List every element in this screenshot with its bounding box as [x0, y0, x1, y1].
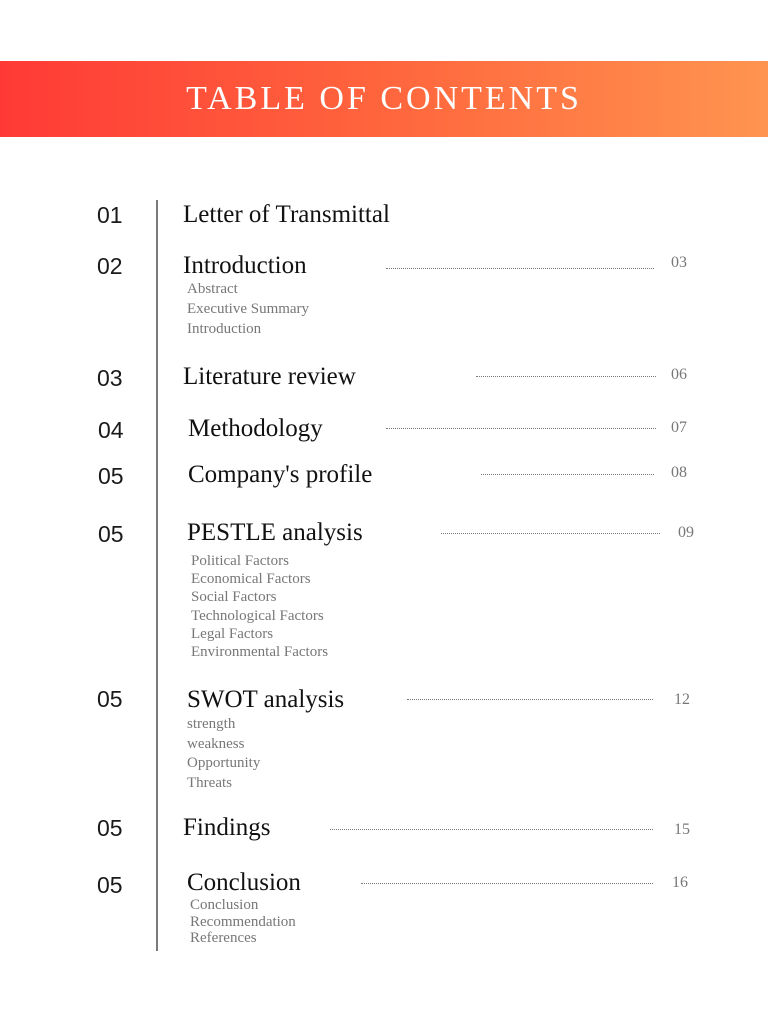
subsection-item: Social Factors	[191, 589, 277, 605]
entry-title: Findings	[183, 814, 271, 841]
divider-line	[156, 200, 158, 951]
entry-number: 04	[98, 417, 124, 443]
subsection-item: Recommendation	[190, 914, 296, 930]
page-number: 15	[674, 821, 690, 838]
entry-number: 05	[98, 463, 124, 489]
entry-title: Conclusion	[187, 869, 301, 896]
entry-title: Methodology	[188, 415, 323, 442]
dot-leader	[330, 829, 653, 830]
entry-title: Company's profile	[188, 461, 373, 488]
dot-leader	[386, 428, 656, 429]
entry-number: 05	[97, 686, 123, 712]
subsection-item: Threats	[187, 775, 232, 791]
dot-leader	[407, 699, 653, 700]
dot-leader	[476, 376, 656, 377]
entry-number: 05	[97, 815, 123, 841]
entry-number: 05	[98, 521, 124, 547]
subsection-item: weakness	[187, 736, 245, 752]
entry-title: Letter of Transmittal	[183, 201, 390, 228]
subsection-item: Opportunity	[187, 755, 261, 771]
entry-number: 01	[97, 202, 123, 228]
subsection-item: Executive Summary	[187, 301, 310, 317]
subsection-item: Political Factors	[191, 553, 289, 569]
page-number: 16	[672, 874, 688, 891]
entry-number: 05	[97, 872, 123, 898]
subsection-item: Economical Factors	[191, 571, 311, 587]
entry-title: PESTLE analysis	[187, 519, 363, 546]
dot-leader	[441, 533, 660, 534]
page-title: TABLE OF CONTENTS	[186, 80, 582, 117]
subsection-item: References	[190, 930, 257, 946]
subsection-item: Technological Factors	[191, 608, 324, 624]
dot-leader	[361, 883, 653, 884]
page-number: 06	[671, 366, 687, 383]
subsection-item: Legal Factors	[191, 626, 274, 642]
entry-title: Literature review	[183, 363, 356, 390]
page-number: 03	[671, 254, 687, 271]
subsection-item: strength	[187, 716, 236, 732]
subsection-item: Introduction	[187, 321, 262, 337]
entry-number: 03	[97, 365, 123, 391]
page-number: 12	[674, 691, 690, 708]
page-number: 08	[671, 464, 687, 481]
entry-number: 02	[97, 253, 123, 279]
header-banner	[0, 61, 768, 137]
entry-title: Introduction	[183, 252, 307, 279]
subsection-item: Environmental Factors	[191, 644, 329, 660]
page-number: 09	[678, 524, 694, 541]
subsection-item: Abstract	[187, 281, 238, 297]
dot-leader	[386, 268, 654, 269]
dot-leader	[481, 474, 654, 475]
page-number: 07	[671, 419, 687, 436]
entry-title: SWOT analysis	[187, 686, 345, 713]
subsection-item: Conclusion	[190, 897, 259, 913]
